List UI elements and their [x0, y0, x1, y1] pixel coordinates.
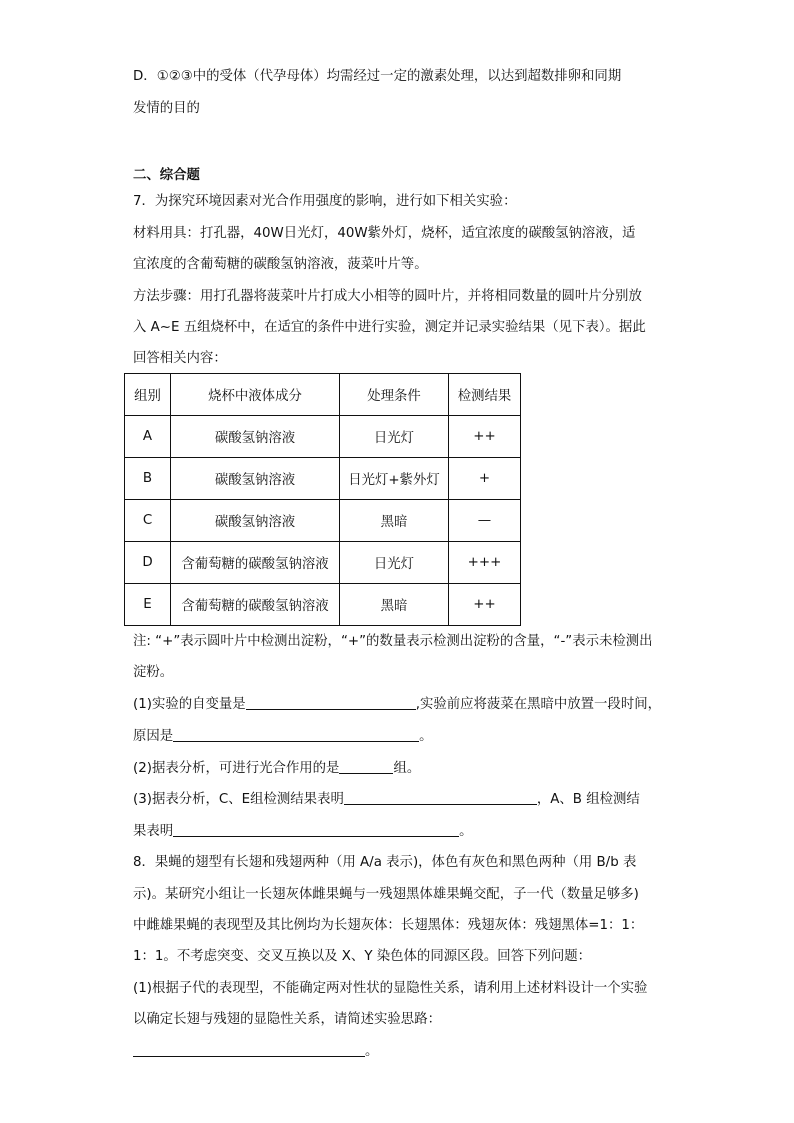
- table-cell: +: [449, 458, 521, 500]
- q7-note-1: 注: “+”表示圆叶片中检测出淀粉，“+”的数量表示检测出淀粉的含量，“-”表示未检测出: [133, 634, 653, 649]
- q7-note-2: 淀粉。: [133, 665, 174, 680]
- table-row: [125, 500, 521, 542]
- table-header-cell: 组别: [125, 374, 171, 416]
- q7-sub1-line-1: [133, 695, 661, 715]
- q7-method-3: 回答相关内容：: [133, 351, 227, 366]
- section-title: 二、综合题: [133, 168, 200, 183]
- answer-blank[interactable]: [133, 1042, 365, 1057]
- table-cell: ++: [449, 416, 521, 458]
- q7-materials-2: 宜浓度的含葡萄糖的碳酸氢钠溶液，菠菜叶片等。: [133, 257, 428, 272]
- q8-line-6: 以确定长翅与残翅的显隐性关系，请简述实验思路：: [133, 1012, 441, 1027]
- table-cell: 碳酸氢钠溶液: [171, 500, 340, 542]
- table-cell: 碳酸氢钠溶液: [171, 416, 340, 458]
- table-cell: 黑暗: [340, 500, 449, 542]
- table-cell: A: [125, 416, 171, 458]
- table-cell: C: [125, 500, 171, 542]
- answer-blank[interactable]: [339, 759, 393, 774]
- q8-line-7: [133, 1042, 378, 1062]
- q8-line-3: 中雌雄果蝇的表现型及其比例均为长翅灰体：长翅黑体：残翅灰体：残翅黑体=1：1：: [133, 918, 644, 933]
- answer-blank[interactable]: [344, 790, 537, 805]
- table-cell: ++: [449, 584, 521, 626]
- q7-sub1-text-c: 原因是: [133, 729, 174, 744]
- answer-blank[interactable]: [173, 727, 419, 742]
- q7-sub1-line-2: [133, 727, 433, 747]
- table-cell: E: [125, 584, 171, 626]
- q7-sub1-text-a: (1)实验的自变量是: [133, 697, 246, 712]
- q7-sub3-line-1: [133, 790, 640, 810]
- table-cell: D: [125, 542, 171, 584]
- q8-line-1: 8．果蝇的翅型有长翅和残翅两种（用 A/a 表示)，体色有灰色和黑色两种（用 B/b 表: [133, 855, 637, 870]
- q7-sub1-text-b: ,实验前应将菠菜在黑暗中放置一段时间，: [415, 697, 661, 712]
- answer-blank[interactable]: [246, 695, 416, 710]
- q7-sub2-text-a: (2)据表分析，可进行光合作用的是: [133, 761, 340, 776]
- table-cell: +++: [449, 542, 521, 584]
- table-row: [125, 458, 521, 500]
- q8-line-5: (1)根据子代的表现型，不能确定两对性状的显隐性关系，请利用上述材料设计一个实验: [133, 981, 648, 996]
- table-cell: B: [125, 458, 171, 500]
- table-header-cell: 烧杯中液体成分: [171, 374, 340, 416]
- q8-line-7-end: 。: [365, 1044, 379, 1059]
- table-cell: 含葡萄糖的碳酸氢钠溶液: [171, 542, 340, 584]
- table-row: [125, 416, 521, 458]
- experiment-table: [124, 373, 521, 626]
- table-row: [125, 542, 521, 584]
- option-d-line-1: D．①②③中的受体（代孕母体）均需经过一定的激素处理，以达到超数排卵和同期: [133, 69, 622, 84]
- table-cell: —: [449, 500, 521, 542]
- q7-sub3-text-d: 。: [459, 824, 473, 839]
- q7-sub2-line: [133, 759, 420, 779]
- q7-sub2-text-b: 组。: [393, 761, 421, 776]
- q7-method-2: 入 A~E 五组烧杯中，在适宜的条件中进行实验，测定并记录实验结果（见下表）。据此: [133, 320, 646, 335]
- table-header-row: [125, 374, 521, 416]
- q7-intro: 7．为探究环境因素对光合作用强度的影响，进行如下相关实验：: [133, 194, 517, 209]
- q7-method-1: 方法步骤：用打孔器将菠菜叶片打成大小相等的圆叶片，并将相同数量的圆叶片分别放: [133, 289, 642, 304]
- table-cell: 黑暗: [340, 584, 449, 626]
- q7-sub1-text-d: 。: [419, 729, 433, 744]
- table-cell: 日光灯: [340, 542, 449, 584]
- table-cell: 碳酸氢钠溶液: [171, 458, 340, 500]
- table-header-cell: 检测结果: [449, 374, 521, 416]
- table-header-cell: 处理条件: [340, 374, 449, 416]
- table-cell: 日光灯: [340, 416, 449, 458]
- q8-line-2: 示)。某研究小组让一长翅灰体雌果蝇与一残翅黑体雄果蝇交配，子一代（数量足够多): [133, 887, 639, 902]
- table-row: [125, 584, 521, 626]
- q7-sub3-text-a: (3)据表分析，C、E组检测结果表明: [133, 792, 344, 807]
- answer-blank[interactable]: [173, 822, 459, 837]
- table-cell: 含葡萄糖的碳酸氢钠溶液: [171, 584, 340, 626]
- table-cell: 日光灯+紫外灯: [340, 458, 449, 500]
- q7-sub3-text-c: 果表明: [133, 824, 174, 839]
- q7-materials-1: 材料用具：打孔器，40W日光灯，40W紫外灯，烧杯，适宜浓度的碳酸氢钠溶液，适: [133, 226, 636, 241]
- option-d-line-2: 发情的目的: [133, 101, 200, 116]
- q8-line-4: 1：1。不考虑突变、交叉互换以及 X、Y 染色体的同源区段。回答下列问题：: [133, 949, 592, 964]
- q7-sub3-line-2: [133, 822, 473, 842]
- q7-sub3-text-b: ，A、B 组检测结: [536, 792, 640, 807]
